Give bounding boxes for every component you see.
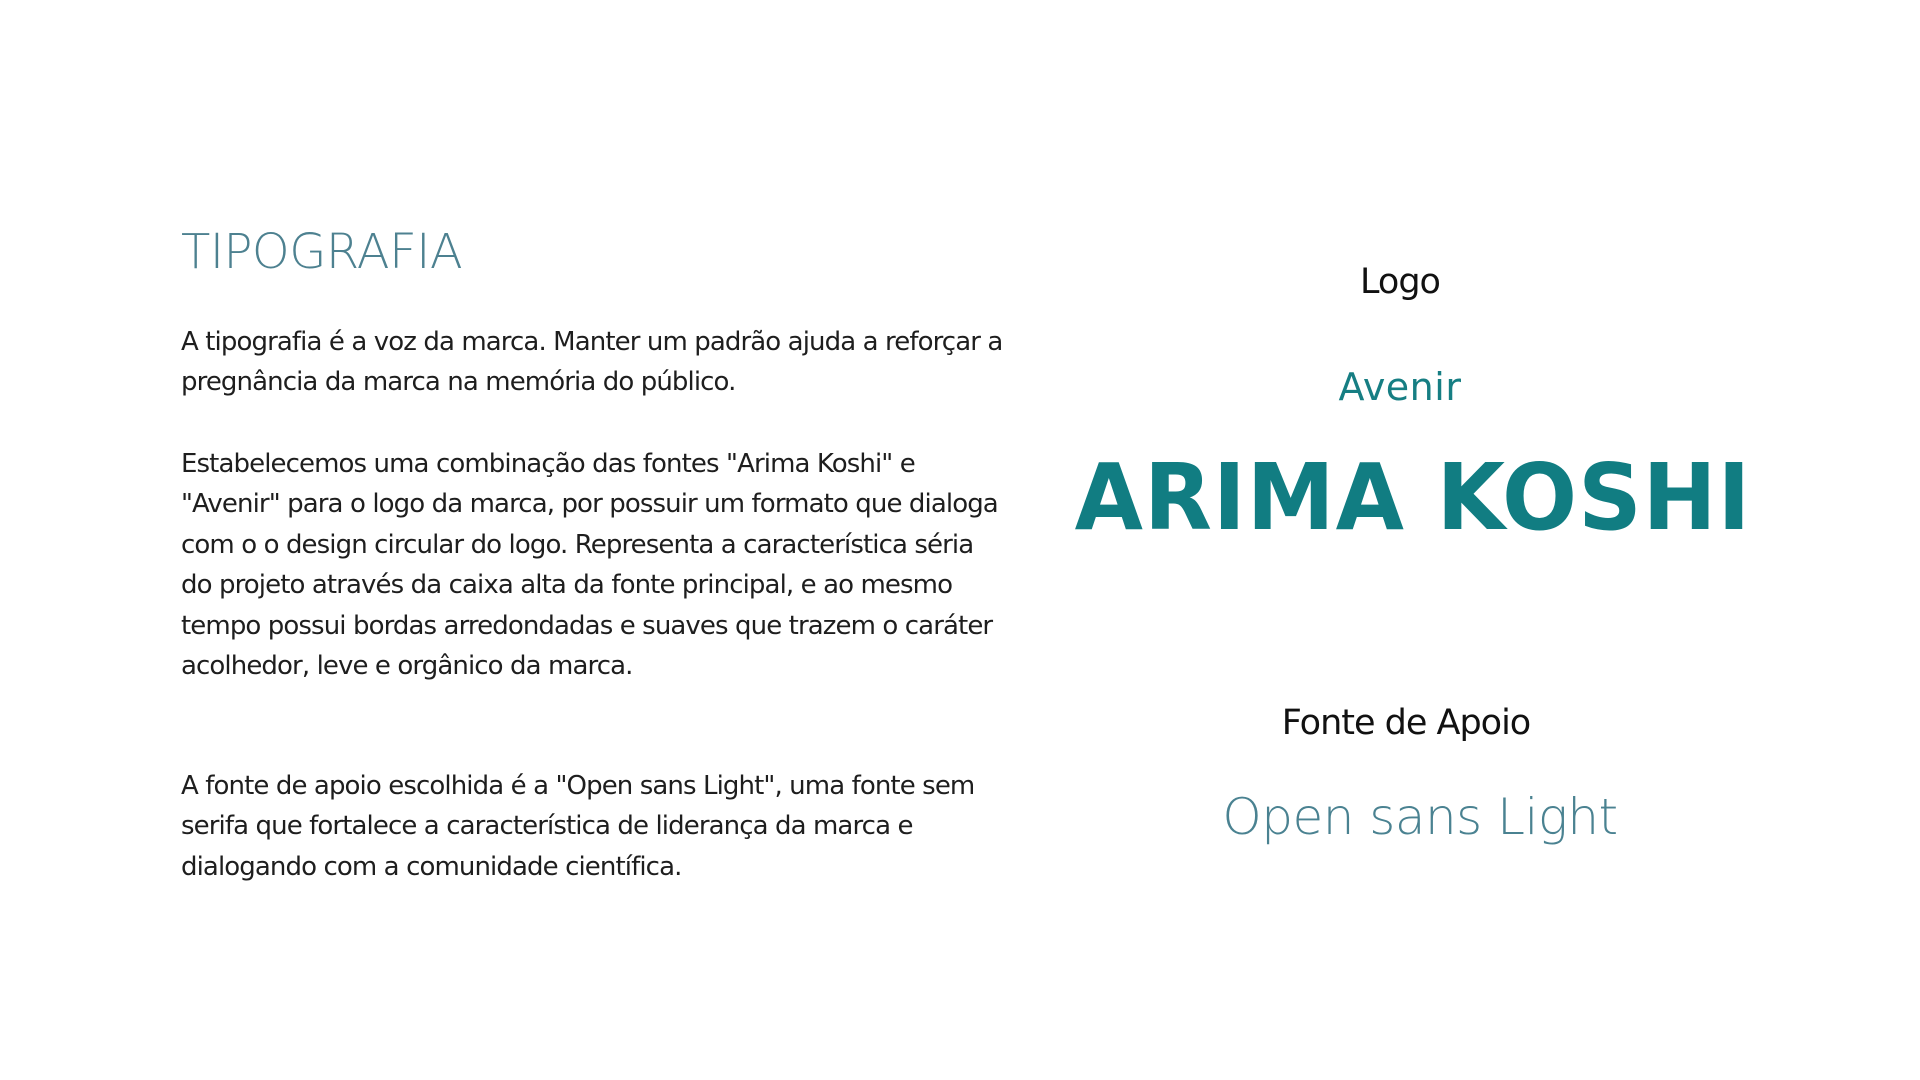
intro-paragraph: A tipografia é a voz da marca. Manter um padrão ajuda a reforçar a pregnância da marca na memória do público. <box>181 327 1003 398</box>
logo-font-paragraph: Estabelecemos uma combinação das fontes "Arima Koshi" e "Avenir" para o logo da marca, por possuir um formato que dialoga com o o design circular do logo. Representa a característica séria do projeto através da caixa alta da fonte principal, e ao mesmo tempo possui bordas arredondadas e suaves que trazem o caráter acolhedor, leve e orgânico da marca. <box>181 449 998 682</box>
support-font-label: Fonte de Apoio <box>1281 703 1531 743</box>
arima-koshi-font-sample: ARIMA KOSHI <box>1074 444 1752 551</box>
avenir-font-sample: Avenir <box>1338 365 1462 409</box>
section-title: TIPOGRAFIA <box>181 224 463 280</box>
open-sans-light-font-sample: Open sans Light <box>1222 788 1618 846</box>
description-column <box>181 222 1011 882</box>
support-font-paragraph: A fonte de apoio escolhida é a "Open sans Light", uma fonte sem serifa que fortalece a característica de liderança da marca e dialogando com a comunidade científica. <box>181 771 975 882</box>
logo-label: Logo <box>1360 262 1440 302</box>
